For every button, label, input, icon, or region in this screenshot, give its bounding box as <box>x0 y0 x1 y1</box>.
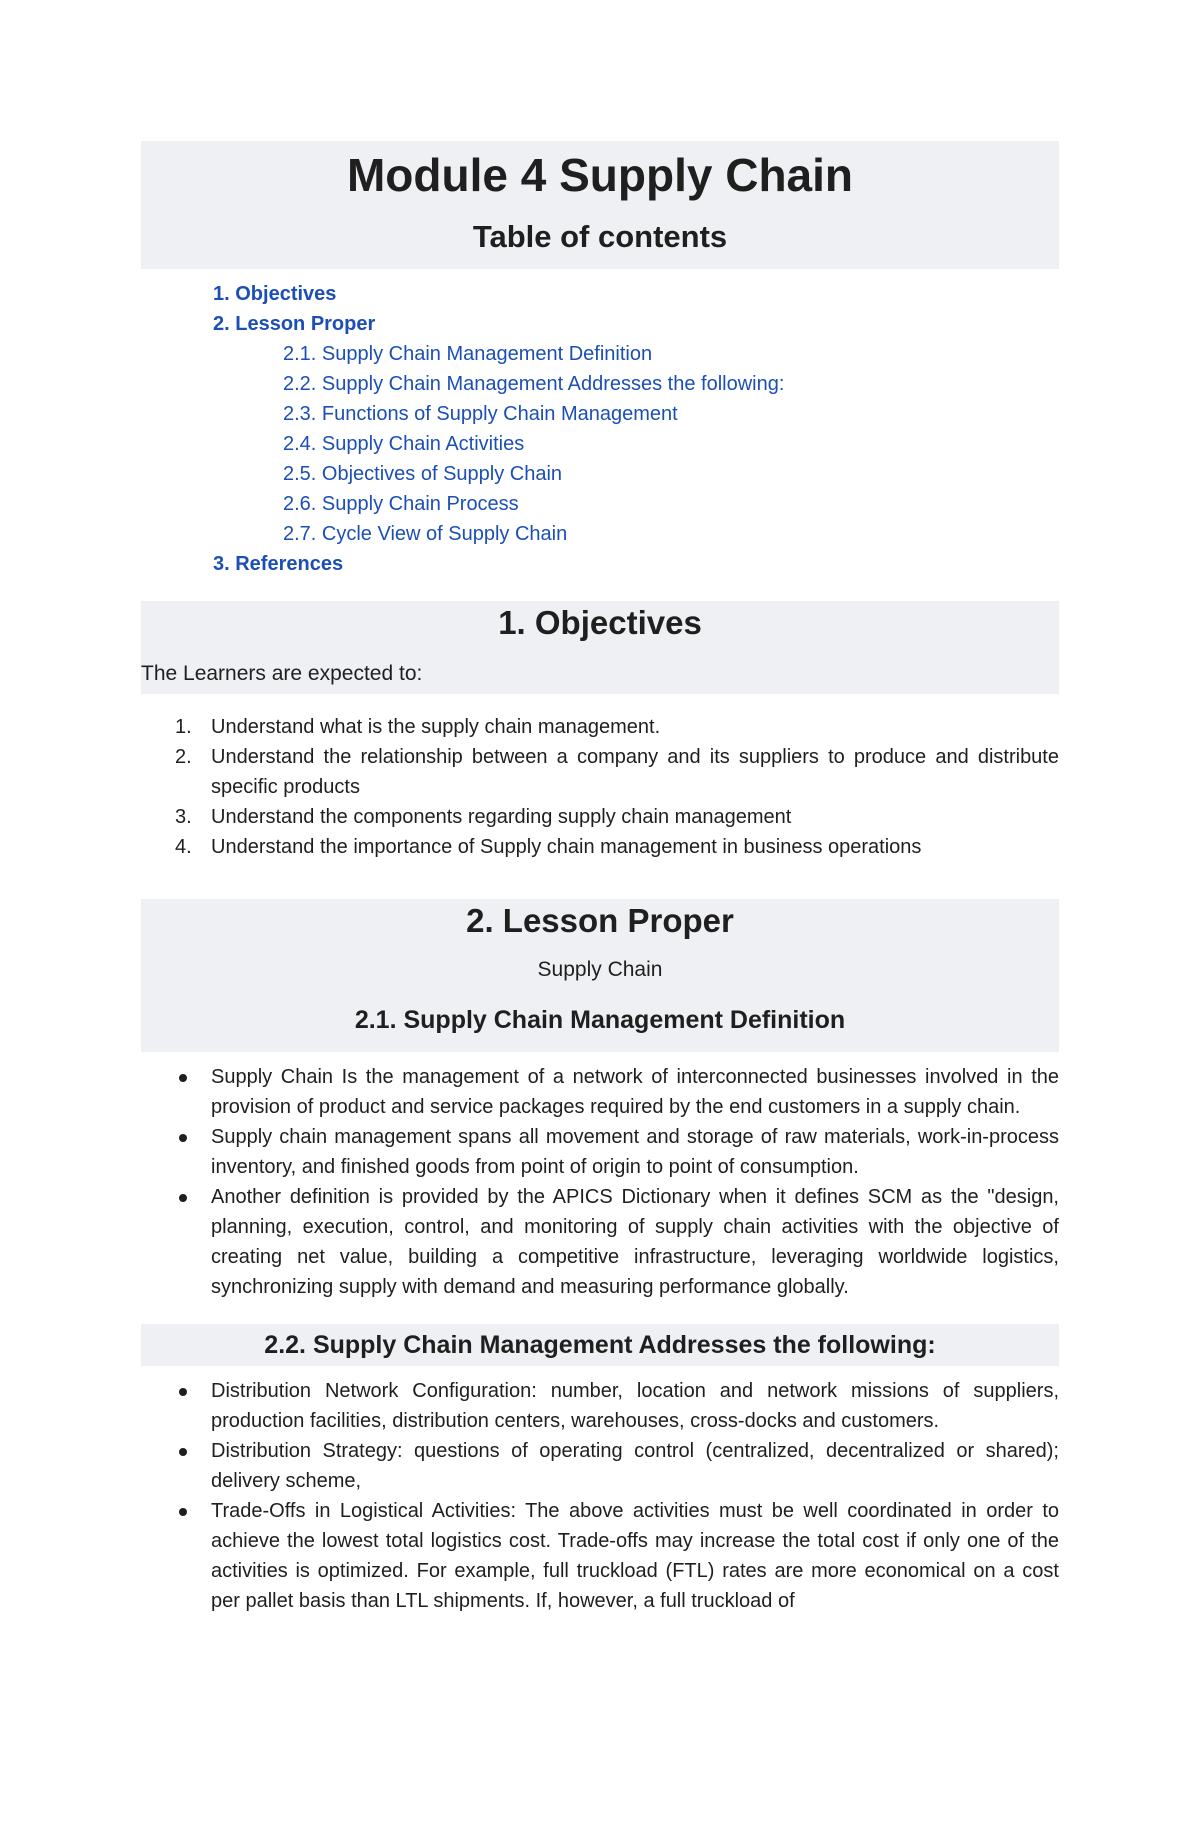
list-item-text: Distribution Strategy: questions of operating control (centralized, decentralized or shared); delivery scheme, <box>211 1440 1059 1492</box>
list-item <box>141 742 1059 802</box>
list-item-text: Distribution Network Configuration: number, location and network missions of suppliers, production facilities, distribution centers, warehouses, cross-docks and customers. <box>211 1380 1059 1432</box>
objectives-intro: The Learners are expected to: <box>141 662 423 685</box>
table-of-contents <box>141 269 1059 579</box>
list-item-text: Trade-Offs in Logistical Activities: The above activities must be well coordinated in order to achieve the lowest total logistics cost. Trade-offs may increase the total cost if only one of the activities is optimized. For example, full truckload (FTL) rates are more economical on a cost per pallet basis than LTL shipments. If, however, a full truckload of <box>211 1500 1059 1612</box>
list-item <box>141 1122 1059 1182</box>
toc-link[interactable]: 2.2. Supply Chain Management Addresses the following: <box>283 373 785 395</box>
objectives-heading: 1. Objectives <box>498 604 702 641</box>
section-22-heading: 2.2. Supply Chain Management Addresses the following: <box>264 1331 936 1359</box>
list-item <box>141 1436 1059 1496</box>
list-item-text: Understand what is the supply chain management. <box>211 716 661 738</box>
toc-link[interactable]: 3. References <box>213 553 344 575</box>
list-item-text: Supply Chain Is the management of a network of interconnected businesses involved in the provision of product and service packages required by the end customers in a supply chain. <box>211 1066 1059 1118</box>
lesson-heading: 2. Lesson Proper <box>466 902 734 939</box>
bullet-icon <box>179 1194 187 1202</box>
toc-link[interactable]: 2.6. Supply Chain Process <box>283 493 519 515</box>
list-number: 4. <box>175 836 192 858</box>
document-content <box>141 141 1059 1616</box>
list-item <box>141 1182 1059 1302</box>
list-item <box>141 1062 1059 1122</box>
list-number: 1. <box>175 716 192 738</box>
list-item <box>141 832 1059 862</box>
toc-link[interactable]: 2.1. Supply Chain Management Definition <box>283 343 653 365</box>
bullet-icon <box>179 1074 187 1082</box>
list-item-text: Understand the components regarding supply chain management <box>211 806 792 828</box>
list-item-text: Another definition is provided by the APICS Dictionary when it defines SCM as the "design, planning, execution, control, and monitoring of supply chain activities with the objective of creating net value, building a competitive infrastructure, leveraging worldwide logistics, synchronizing supply with demand and measuring performance globally. <box>211 1186 1059 1298</box>
toc-link[interactable]: 2. Lesson Proper <box>213 313 376 335</box>
bullet-icon <box>179 1508 187 1516</box>
bullet-icon <box>179 1388 187 1396</box>
title-band <box>141 141 1059 269</box>
toc-link[interactable]: 2.7. Cycle View of Supply Chain <box>283 523 568 545</box>
section-22-band <box>141 1324 1059 1366</box>
list-number: 3. <box>175 806 192 828</box>
list-item <box>141 1376 1059 1436</box>
list-item <box>141 1496 1059 1616</box>
objectives-list <box>141 694 1059 862</box>
definition-list <box>141 1052 1059 1302</box>
toc-heading: Table of contents <box>472 219 728 254</box>
list-item-text: Understand the relationship between a company and its suppliers to produce and distribute specific products <box>211 746 1059 798</box>
list-item-text: Supply chain management spans all movement and storage of raw materials, work-in-process inventory, and finished goods from point of origin to point of consumption. <box>211 1126 1059 1178</box>
toc-link[interactable]: 2.4. Supply Chain Activities <box>283 433 525 455</box>
document-title: Module 4 Supply Chain <box>346 149 854 201</box>
lesson-band <box>141 899 1059 1052</box>
bullet-icon <box>179 1134 187 1142</box>
list-item <box>141 802 1059 832</box>
toc-link[interactable]: 2.5. Objectives of Supply Chain <box>283 463 563 485</box>
addresses-list <box>141 1366 1059 1616</box>
section-21-heading: 2.1. Supply Chain Management Definition <box>354 1006 846 1034</box>
list-item-text: Understand the importance of Supply chain management in business operations <box>211 836 922 858</box>
toc-link[interactable]: 1. Objectives <box>213 283 337 305</box>
toc-link[interactable]: 2.3. Functions of Supply Chain Management <box>283 403 678 425</box>
list-number: 2. <box>175 746 192 768</box>
bullet-icon <box>179 1448 187 1456</box>
list-item <box>141 712 1059 742</box>
lesson-subtitle: Supply Chain <box>537 958 663 981</box>
objectives-band <box>141 601 1059 694</box>
